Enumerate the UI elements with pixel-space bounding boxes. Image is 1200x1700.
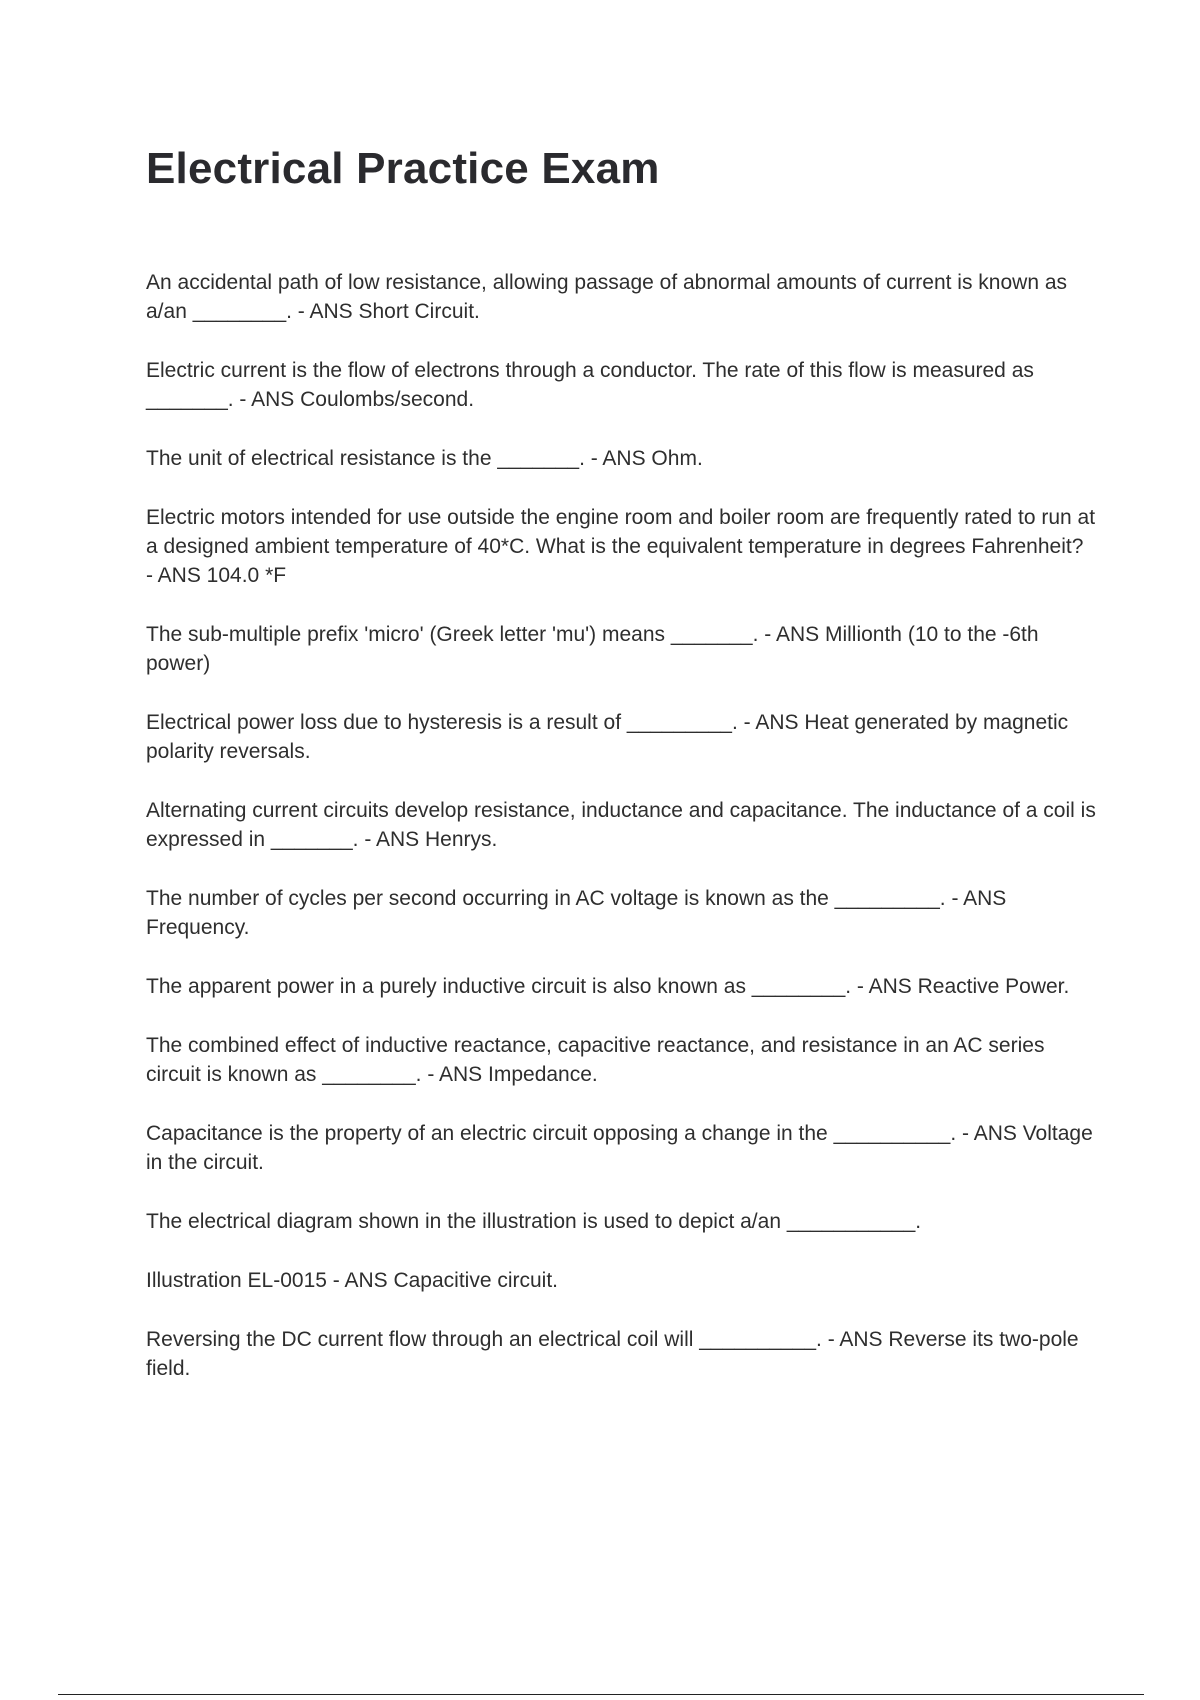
question-item: The sub-multiple prefix 'micro' (Greek letter 'mu') means _______. - ANS Millionth (10 to the -6th power)	[146, 623, 1039, 675]
question-list	[146, 268, 1096, 1413]
question-item: Electric motors intended for use outside the engine room and boiler room are frequently rated to run at a designed ambient temperature of 40*C. What is the equivalent temperature in degrees Fahrenheit? - ANS 104.0 *F	[146, 506, 1096, 587]
question-item: An accidental path of low resistance, allowing passage of abnormal amounts of current is known as a/an ________. - ANS Short Circuit.	[146, 271, 1068, 323]
question-item: Reversing the DC current flow through an electrical coil will __________. - ANS Reverse its two-pole field.	[146, 1328, 1079, 1380]
question-item: The apparent power in a purely inductive circuit is also known as ________. - ANS Reactive Power.	[146, 975, 1070, 998]
question-item: Electric current is the flow of electrons through a conductor. The rate of this flow is measured as _______. - ANS Coulombs/second.	[146, 359, 1034, 411]
question-item: The electrical diagram shown in the illustration is used to depict a/an ___________.	[146, 1210, 922, 1233]
question-item: Capacitance is the property of an electric circuit opposing a change in the __________. - ANS Voltage in the circuit.	[146, 1122, 1093, 1174]
question-item: The combined effect of inductive reactance, capacitive reactance, and resistance in an AC series circuit is known as ________. - ANS Impedance.	[146, 1034, 1045, 1086]
page-title: Electrical Practice Exam	[146, 144, 660, 193]
question-item: Electrical power loss due to hysteresis is a result of _________. - ANS Heat generated by magnetic polarity reversals.	[146, 711, 1069, 763]
question-item: Alternating current circuits develop resistance, inductance and capacitance. The inductance of a coil is expressed in _______. - ANS Henrys.	[146, 799, 1096, 851]
question-item: Illustration EL-0015 - ANS Capacitive circuit.	[146, 1269, 559, 1292]
question-item: The number of cycles per second occurring in AC voltage is known as the _________. - ANS Frequency.	[146, 887, 1007, 939]
question-item: The unit of electrical resistance is the _______. - ANS Ohm.	[146, 447, 703, 470]
page-divider	[58, 1694, 1144, 1695]
